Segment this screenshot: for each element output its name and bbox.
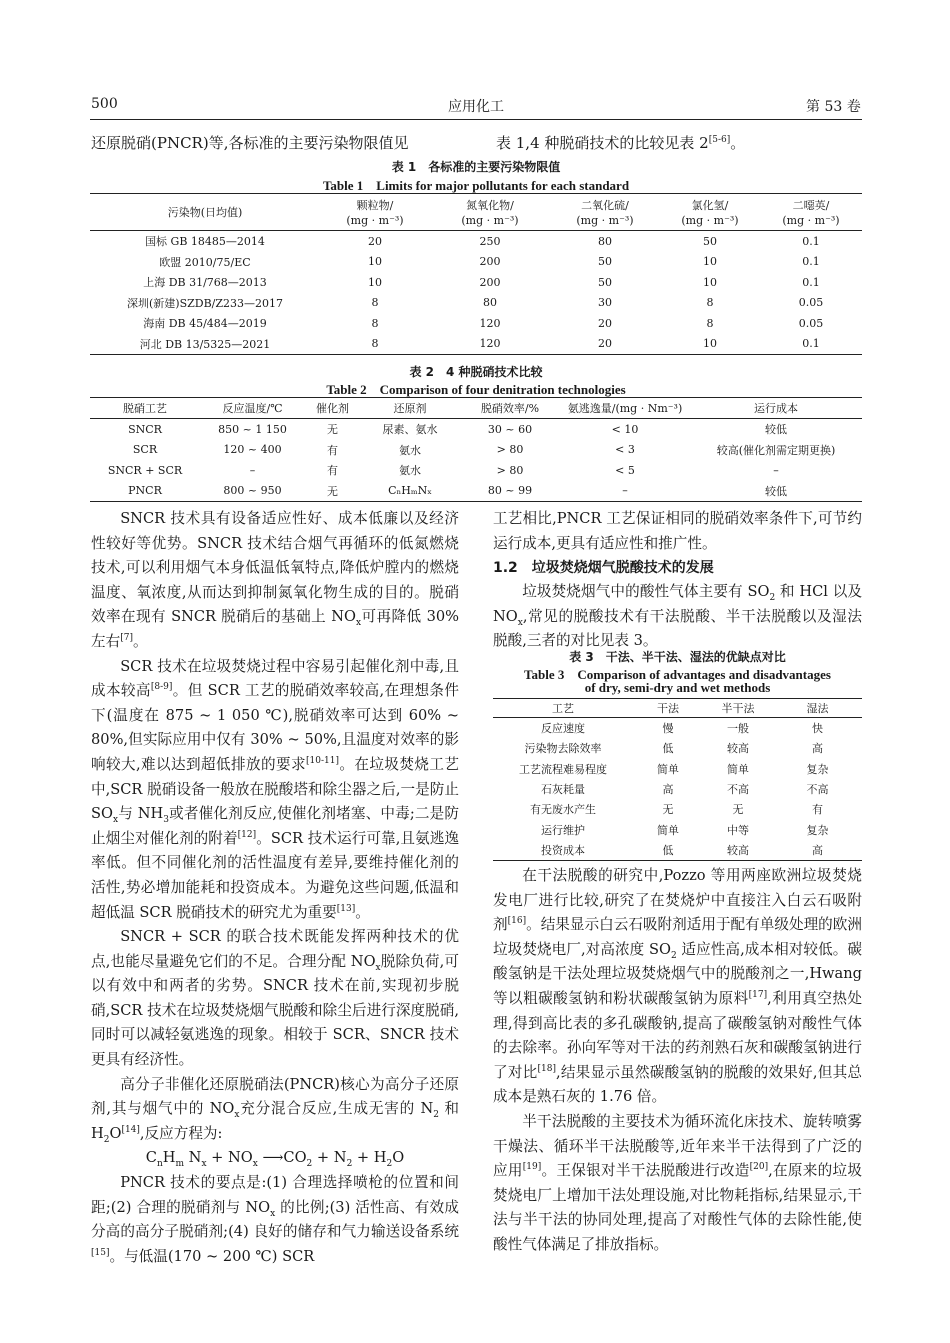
paragraph-semi-dry-method: 半干法脱酸的主要技术为循环流化床技术、旋转喷雾干燥法、循环半干法脱酸等,近年来半干法得到了广泛的应用[19]。王保银对半干法脱酸进行改造[20],在原来的垃圾焚烧电厂上增加干法处理设施,对比物耗指标,结果显示,干法与半干法的协同处理,提高了对酸性气体的去除性能,使酸性气体满足了排放指标。 xyxy=(493,1112,862,1253)
table-row xyxy=(493,779,862,799)
paragraph-scr: SCR 技术在垃圾焚烧过程中容易引起催化剂中毒,且成本较高[8-9]。但 SCR 工艺的脱硝效率较高,在理想条件下(温度在 875 ~ 1 050 ℃),脱硝效率可达到 60% ~ 80%,但实际应用中仅有 30% ~ 50%,且温度对效率的影响较大,难以达到超低排放的要求[10-11]。在垃圾焚烧工艺中,SCR 脱硝设备一般放在脱酸塔和除尘器之后,一是防止 $SO_x$与 $NH_3$或者催化剂反应,使催化剂堵塞、中毒;二是防止烟尘对催化剂的附着[12]。SCR 技术运行可靠,且氨逃逸率低。但不同催化剂的活性温度有差异,要维持催化剂的活性,势必增加能耗和投资成本。为避免这些问题,低温和超低温 SCR 脱硝技术的研究尤为重要[13]。 xyxy=(91,657,459,921)
header-line: 氯化氢/ xyxy=(691,199,729,212)
table-cell: 有无废水产生 xyxy=(530,803,596,817)
table-cell: 高 xyxy=(662,783,674,797)
table-row xyxy=(90,334,862,355)
left-column xyxy=(91,507,459,1269)
table2-header-cell: 脱硝工艺 xyxy=(90,398,200,419)
table3-header-cell: 湿法 xyxy=(773,699,862,718)
table-cell: – xyxy=(773,463,779,477)
table-cell: 120 xyxy=(479,337,501,351)
table-cell: 反应速度 xyxy=(541,722,585,736)
right-column-bottom xyxy=(493,864,862,1258)
table-cell: 简单 xyxy=(657,823,679,837)
table-cell: 较低 xyxy=(765,484,787,498)
table-cell: 0.1 xyxy=(802,255,820,269)
table-cell: 有 xyxy=(327,443,338,457)
table-cell: < 10 xyxy=(611,422,639,436)
table3-header-cell: 干法 xyxy=(633,699,703,718)
table-cell: 80 xyxy=(483,296,497,310)
table-cell: 简单 xyxy=(727,762,749,776)
header-rule xyxy=(90,119,862,120)
table-cell: 较高 xyxy=(727,742,749,756)
table1-header-cell xyxy=(430,194,550,231)
table-cell: 不高 xyxy=(727,783,749,797)
paragraph-pncr-points: PNCR 技术的要点是:(1) 合理选择喷枪的位置和间距;(2) 合理的脱硝剂与 $NO_x$ 的比例;(3) 活性高、有效成分高的高分子脱硝剂;(4) 良好的储存和气力输送设备系统[15]。与低温(170 ~ 200 ℃) SCR xyxy=(91,1174,459,1265)
table-cell: 高 xyxy=(812,742,823,756)
table3-header-cell: 工艺 xyxy=(493,699,633,718)
header-line: (mg · m⁻³) xyxy=(461,214,519,227)
citation: [5-6] xyxy=(708,135,731,145)
table-cell: 20 xyxy=(598,337,612,351)
right-column-top xyxy=(493,507,862,654)
table-cell: < 3 xyxy=(615,443,635,457)
lead-left-text: 还原脱硝(PNCR)等,各标准的主要污染物限值见 xyxy=(91,134,409,152)
table-cell: 20 xyxy=(598,316,612,330)
table-cell: < 5 xyxy=(615,463,635,477)
citation: [19] xyxy=(522,1162,542,1173)
table3 xyxy=(493,698,862,861)
table-cell: 10 xyxy=(368,255,382,269)
table2-header-cell: 运行成本 xyxy=(690,398,862,419)
table-cell: 有 xyxy=(812,803,823,817)
lead-right-text xyxy=(496,132,745,153)
table-cell: 复杂 xyxy=(806,762,829,776)
table-row xyxy=(90,440,862,461)
table1-header-cell xyxy=(320,194,430,231)
header-line: 污染物(日均值) xyxy=(167,205,243,219)
table-cell: 污染物去除效率 xyxy=(524,742,602,756)
paragraph-dry-method: 在干法脱酸的研究中,Pozzo 等用两座欧洲垃圾焚烧发电厂进行比较,研究了在焚烧炉中直接注入白云石吸附剂[16]。结果显示白云石吸附剂适用于配有单级处理的欧洲垃圾焚烧电厂,对高浓度 $SO_2$ 适应性高,成本相对较低。碳酸氢钠是干法处理垃圾焚烧烟气中的脱酸剂之一,Hwang 等以粗碳酸氢钠和粉状碳酸氢钠为原料[17],利用真空热处理,得到高比表的多孔碳酸钠,提高了碳酸氢钠对酸性气体的去除率。孙向军等对干法的药剂熟石灰和碳酸氢钠进行了对比[18],结果显示虽然碳酸氢钠的脱酸的效果好,但其总成本是熟石灰的 1.76 倍。 xyxy=(493,867,862,1106)
header-line: 氮氧化物/ xyxy=(466,199,514,212)
table-row xyxy=(493,819,862,839)
table-cell: 快 xyxy=(812,722,823,736)
paragraph-sncr-scr: SNCR + SCR 的联合技术既能发挥两种技术的优点,也能尽量避免它们的不足。合理分配 $NO_x$脱除负荷,可以有效中和两者的劣势。SNCR 技术在前,实现初步脱硝,SCR 技术在垃圾焚烧烟气脱酸和除尘后进行深度脱硝,同时可以减轻氨逃逸的现象。相较于 SCR、SNCR 技术更具有经济性。 xyxy=(91,928,460,1069)
table-cell: 简单 xyxy=(657,762,679,776)
paragraph-acid-gases: 垃圾焚烧烟气中的酸性气体主要有 $SO_2$ 和 HCl 以及 $NO_x$,常见的脱酸技术有干法脱酸、半干法脱酸以及湿法脱酸,三者的对比见表 3。 xyxy=(493,583,862,650)
table3-header-cell: 半干法 xyxy=(703,699,773,718)
table-row xyxy=(493,840,862,861)
table-row xyxy=(90,481,862,502)
table-cell: 较高(催化剂需定期更换) xyxy=(716,443,836,457)
table1-caption-en: Table 1 Limits for major pollutants for each standard xyxy=(322,178,630,193)
table1-header-cell xyxy=(550,194,660,231)
table1-header-cell xyxy=(90,194,320,231)
citation: [12] xyxy=(237,829,257,840)
table-cell: 无 xyxy=(327,423,338,437)
table2-header-cell: 反应温度/℃ xyxy=(200,398,305,419)
table-cell: 氨水 xyxy=(399,464,421,478)
table-cell: 0.1 xyxy=(802,275,820,289)
table-cell: 250 xyxy=(479,234,501,248)
table1-caption-cn: 表 1 各标准的主要污染物限值 xyxy=(391,160,561,174)
table3-caption-cn: 表 3 干法、半干法、湿法的优缺点对比 xyxy=(569,650,786,664)
table-cell: 复杂 xyxy=(806,823,829,837)
table-cell: 上海 DB 31/768—2013 xyxy=(143,276,267,290)
table-cell: 8 xyxy=(371,337,379,351)
table-cell: 深圳(新建)SZDB/Z233—2017 xyxy=(126,296,283,310)
section-heading-1-2: 1.2 垃圾焚烧烟气脱酸技术的发展 xyxy=(493,560,714,577)
table-cell: 运行维护 xyxy=(541,823,585,837)
header-line: 二噁英/ xyxy=(792,199,830,212)
table-cell: 无 xyxy=(662,803,674,817)
table-row xyxy=(493,799,862,819)
citation: [13] xyxy=(336,903,356,914)
table-cell: 欧盟 2010/75/EC xyxy=(159,255,251,269)
header-line: 颗粒物/ xyxy=(356,199,394,212)
table-cell: 120 ~ 400 xyxy=(223,443,282,457)
table2-body xyxy=(90,419,862,502)
table-cell: 海南 DB 45/484—2019 xyxy=(143,317,267,331)
table-cell: 10 xyxy=(703,337,717,351)
table-cell: 50 xyxy=(703,234,717,248)
paragraph-continuation: 工艺相比,PNCR 工艺保证相同的脱硝效率条件下,可节约运行成本,更具有适应性和推广性。 xyxy=(493,510,862,552)
citation: [10-11] xyxy=(306,756,339,767)
table-cell: 800 ~ 950 xyxy=(223,484,282,498)
table-row xyxy=(90,231,862,252)
volume-number: 第 53 卷 xyxy=(806,99,861,115)
citation: [18] xyxy=(537,1063,556,1074)
table-row xyxy=(90,272,862,293)
table-cell: SNCR xyxy=(128,422,162,436)
table-cell: 较高 xyxy=(727,843,749,857)
table-cell: 0.05 xyxy=(798,296,824,310)
table-cell: 不高 xyxy=(806,783,829,797)
table-cell: 10 xyxy=(703,275,717,289)
table2-header-cell: 脱硝效率/% xyxy=(460,398,560,419)
table-cell: 石灰耗量 xyxy=(541,783,585,797)
table-cell: 30 ~ 60 xyxy=(487,422,533,436)
table-cell: 50 xyxy=(598,255,612,269)
journal-title: 应用化工 xyxy=(448,99,504,115)
citation: [20] xyxy=(749,1162,769,1173)
table-cell: – xyxy=(249,463,256,477)
table-cell: 200 xyxy=(479,255,501,269)
table-row xyxy=(493,718,862,739)
table-cell: CₙHₘNₓ xyxy=(388,484,432,498)
table-cell: > 80 xyxy=(496,463,524,477)
table1-body xyxy=(90,231,862,355)
table-row xyxy=(90,293,862,314)
citation: [7] xyxy=(120,633,133,644)
table-cell: 0.1 xyxy=(802,337,820,351)
citation: [17] xyxy=(748,990,768,1001)
table-cell: 8 xyxy=(706,296,714,310)
table-cell: 850 ~ 1 150 xyxy=(218,422,287,436)
table-cell: 低 xyxy=(662,742,674,756)
table-cell: 尿素、氨水 xyxy=(382,423,438,437)
table-cell: 中等 xyxy=(727,823,749,837)
table2 xyxy=(90,397,862,502)
table3-caption-en-2: of dry, semi-dry and wet methods xyxy=(584,680,771,695)
table-cell: 200 xyxy=(479,275,501,289)
table-cell: 投资成本 xyxy=(541,843,585,857)
table-cell: 0.1 xyxy=(802,234,820,248)
table-cell: 10 xyxy=(703,255,717,269)
table-cell: 无 xyxy=(327,484,338,498)
table2-caption-en: Table 2 Comparison of four denitration technologies xyxy=(326,382,626,397)
table-cell: 氨水 xyxy=(399,443,421,457)
table-cell: 国标 GB 18485—2014 xyxy=(145,235,265,249)
table3-caption-en-1: Table 3 Comparison of advantages and disadvantages xyxy=(524,667,831,682)
paragraph-pncr-intro: 高分子非催化还原脱硝法(PNCR)核心为高分子还原剂,其与烟气中的 $NO_x$充分混合反应,生成无害的 $N_2$ 和 $H_2O[14]$,反应方程为: xyxy=(91,1075,460,1145)
table-cell: 有 xyxy=(327,464,338,478)
table-cell: 慢 xyxy=(662,722,674,736)
table-cell: 低 xyxy=(662,843,674,857)
table-row xyxy=(493,759,862,779)
table-cell: 80 xyxy=(598,234,612,248)
table-cell: 8 xyxy=(371,296,379,310)
citation: [14] xyxy=(121,1124,140,1135)
reaction-equation: $C_nH_m$ $N_x + NO_x$ $⟶CO_2 + N_2 + H_2O$ xyxy=(145,1149,405,1170)
table-cell: 较低 xyxy=(765,423,787,437)
table-cell: 一般 xyxy=(727,722,749,736)
table-cell: 80 ~ 99 xyxy=(487,484,533,498)
table-cell: SCR xyxy=(132,443,158,457)
citation: [15] xyxy=(91,1247,110,1258)
citation: [16] xyxy=(507,916,527,927)
table-row xyxy=(90,419,862,440)
table1-header-cell xyxy=(660,194,760,231)
lead-right-end: 。 xyxy=(730,134,746,152)
table1-header-cell xyxy=(760,194,862,231)
table1 xyxy=(90,193,862,355)
table-cell: – xyxy=(622,484,628,498)
table-cell: 工艺流程难易程度 xyxy=(519,762,607,776)
table-cell: SNCR + SCR xyxy=(107,463,183,477)
paragraph-sncr: SNCR 技术具有设备适应性好、成本低廉以及经济性较好等优势。SNCR 技术结合烟气再循环的低氮燃烧技术,可以利用烟气本身低温低氧特点,降低炉膛内的燃烧温度、氧浓度,从而达到抑制氮氧化物生成的目的。脱硝效率在现有 SNCR 脱硝后的基础上 $NO_x$可再降低 30% 左右[7]。 xyxy=(91,510,460,650)
table-row xyxy=(90,313,862,334)
table-row xyxy=(493,738,862,758)
table-cell: 无 xyxy=(732,803,744,817)
table2-header-cell: 催化剂 xyxy=(305,398,360,419)
table-cell: 120 xyxy=(479,316,501,330)
header-line: 二氧化硫/ xyxy=(581,199,629,212)
table2-header-row xyxy=(90,398,862,419)
table2-header-cell: 氨逃逸量/(mg · Nm⁻³) xyxy=(560,398,690,419)
table-cell: 20 xyxy=(368,234,382,248)
table-cell: 30 xyxy=(598,296,612,310)
table2-caption-cn: 表 2 4 种脱硝技术比较 xyxy=(409,365,543,379)
page-number: 500 xyxy=(91,96,118,112)
header-line: (mg · m⁻³) xyxy=(576,214,634,227)
header-line: (mg · m⁻³) xyxy=(346,214,404,227)
table3-body xyxy=(493,718,862,861)
table2-header-cell: 还原剂 xyxy=(360,398,460,419)
table3-header-row xyxy=(493,699,862,718)
table-cell: 8 xyxy=(371,316,379,330)
table-cell: 高 xyxy=(812,843,823,857)
table-cell: PNCR xyxy=(128,484,162,498)
table-row xyxy=(90,460,862,481)
table-cell: 河北 DB 13/5325—2021 xyxy=(139,337,271,351)
table-cell: 50 xyxy=(598,275,612,289)
table1-header-row xyxy=(90,194,862,231)
lead-right-main: 表 1,4 种脱硝技术的比较见表 2 xyxy=(496,134,709,152)
table-row xyxy=(90,252,862,273)
citation: [8-9] xyxy=(150,682,173,693)
table-cell: > 80 xyxy=(496,443,524,457)
header-line: (mg · m⁻³) xyxy=(681,214,739,227)
table-cell: 0.05 xyxy=(798,316,824,330)
table-cell: 8 xyxy=(706,316,714,330)
table-cell: 10 xyxy=(368,275,382,289)
header-line: (mg · m⁻³) xyxy=(782,214,840,227)
